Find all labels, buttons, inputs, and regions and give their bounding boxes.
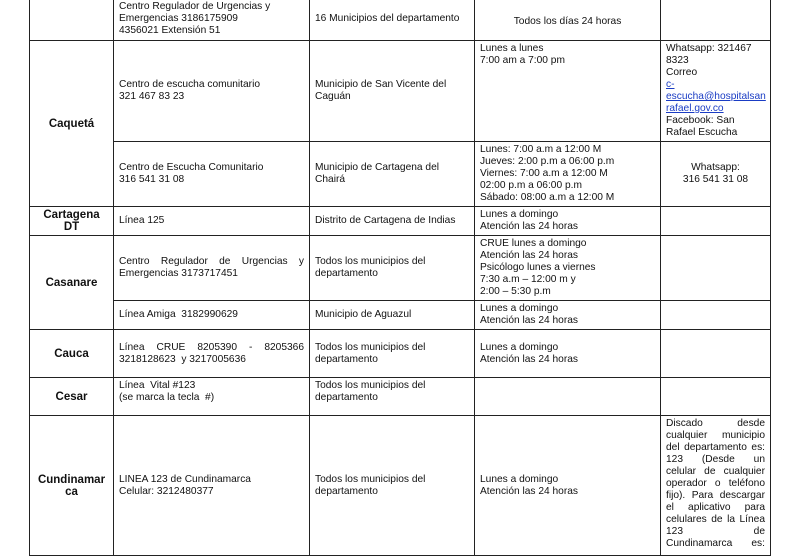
department-cell-cartagena: Cartagena DT <box>30 207 114 236</box>
department-cell-cundinamarca: Cundinamarca <box>30 416 114 556</box>
department-cell-casanare: Casanare <box>30 236 114 330</box>
schedule-cell: CRUE lunes a domingo Atención las 24 horas Psicólogo lunes a viernes 7:30 a.m – 12:00 m y 2:00 – 5:30 p.m <box>475 236 661 301</box>
schedule-cell: Lunes a domingo Atención las 24 horas <box>475 416 661 556</box>
table-row <box>30 142 771 207</box>
contact-cell <box>661 236 771 301</box>
coverage-cell: Municipio de Cartagena del Chairá <box>310 142 475 207</box>
contact-cell: Whatsapp: 321467 8323 Correo c- escucha@hospitalsan rafael.gov.co Facebook: San Rafael Escucha <box>661 41 771 142</box>
coverage-cell: 16 Municipios del departamento <box>310 0 475 41</box>
coverage-cell: Todos los municipios del departamento <box>310 416 475 556</box>
contact-cell: Whatsapp: 316 541 31 08 <box>661 142 771 207</box>
table-row <box>30 416 771 556</box>
coverage-cell: Distrito de Cartagena de Indias <box>310 207 475 236</box>
entity-cell: Línea Amiga 3182990629 <box>114 301 310 330</box>
schedule-cell: Lunes: 7:00 a.m a 12:00 M Jueves: 2:00 p.m a 06:00 p.m Viernes: 7:00 a.m a 12:00 M 02:00 p.m a 06:00 p.m Sábado: 08:00 a.m a 12:00 M <box>475 142 661 207</box>
coverage-cell: Todos los municipios del departamento <box>310 378 475 416</box>
coverage-cell: Todos los municipios del departamento <box>310 236 475 301</box>
email-link[interactable]: escucha@hospitalsan <box>666 91 766 102</box>
schedule-cell <box>475 378 661 416</box>
department-cell-caqueta: Caquetá <box>30 41 114 207</box>
schedule-cell: Lunes a lunes 7:00 am a 7:00 pm <box>475 41 661 142</box>
entity-cell: Centro de Escucha Comunitario 316 541 31 08 <box>114 142 310 207</box>
entity-cell: Centro Regulador de Urgencias y Emergencias 3173717451 <box>114 236 310 301</box>
coverage-cell: Municipio de Aguazul <box>310 301 475 330</box>
coverage-cell: Municipio de San Vicente del Caguán <box>310 41 475 142</box>
entity-cell: Centro de escucha comunitario 321 467 83 23 <box>114 41 310 142</box>
schedule-cell: Lunes a domingo Atención las 24 horas <box>475 301 661 330</box>
table-row <box>30 301 771 330</box>
contact-cell <box>661 378 771 416</box>
table-row <box>30 41 771 142</box>
contact-cell <box>661 0 771 41</box>
department-cell <box>30 0 114 41</box>
email-link[interactable]: c- <box>666 79 675 90</box>
entity-cell: LINEA 123 de Cundinamarca Celular: 3212480377 <box>114 416 310 556</box>
schedule-cell: Todos los días 24 horas <box>475 0 661 41</box>
table-row <box>30 207 771 236</box>
department-cell-cauca: Cauca <box>30 330 114 378</box>
entity-cell: Línea CRUE 8205390 - 8205366 3218128623 y 3217005636 <box>114 330 310 378</box>
contact-cell <box>661 207 771 236</box>
department-cell-cesar: Cesar <box>30 378 114 416</box>
schedule-cell: Lunes a domingo Atención las 24 horas <box>475 330 661 378</box>
entity-cell: Línea Vital #123 (se marca la tecla #) <box>114 378 310 416</box>
coverage-cell: Todos los municipios del departamento <box>310 330 475 378</box>
contact-cell <box>661 301 771 330</box>
table-row <box>30 236 771 301</box>
table-row <box>30 0 771 41</box>
schedule-cell: Lunes a domingo Atención las 24 horas <box>475 207 661 236</box>
email-link[interactable]: rafael.gov.co <box>666 103 724 114</box>
table-row <box>30 330 771 378</box>
contact-cell: Discado desde cualquier municipio del departamento es: 123 (Desde un celular de cualquier operador o teléfono fijo). Para descargar el aplicativo para celulares de la Línea 123 de Cundinamarca es: <box>661 416 771 556</box>
entity-cell: Centro Regulador de Urgencias y Emergencias 3186175909 4356021 Extensión 51 <box>114 0 310 41</box>
table-row <box>30 378 771 416</box>
contact-cell <box>661 330 771 378</box>
entity-cell: Línea 125 <box>114 207 310 236</box>
contact-lines-table <box>29 0 771 556</box>
